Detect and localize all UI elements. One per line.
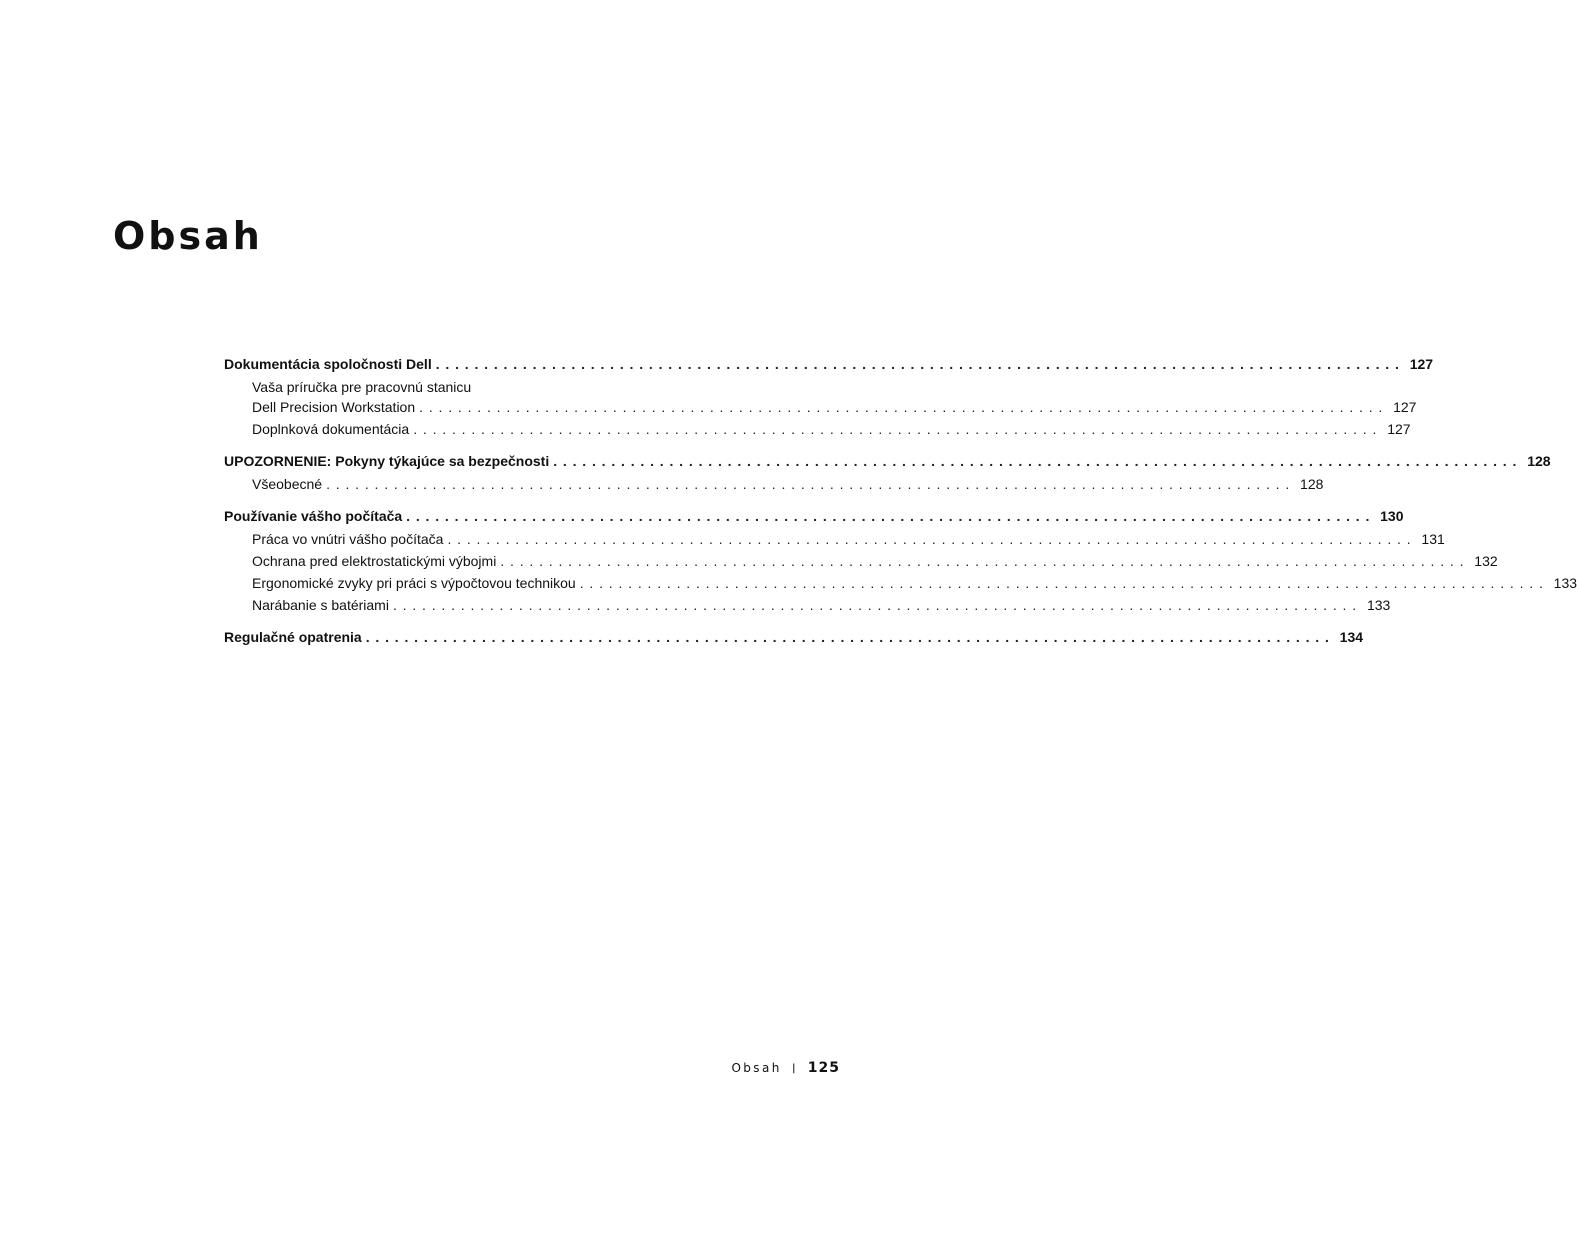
toc-entry-page: 134: [1339, 629, 1364, 645]
toc-entry-page: 127: [1409, 356, 1434, 372]
toc-entry-workstation-guide[interactable]: [224, 377, 1417, 417]
dot-leader: ....................................................................................................: [419, 399, 1389, 415]
toc-entry-regulatory-notices[interactable]: [224, 627, 1364, 647]
toc-entry-battery-handling[interactable]: [224, 595, 1391, 615]
dot-leader: ....................................................................................................: [579, 575, 1549, 591]
toc-entry-additional-documentation[interactable]: [224, 419, 1411, 439]
dot-leader: ....................................................................................................: [435, 356, 1405, 372]
toc-entry-page: 128: [1300, 476, 1324, 492]
toc-entry-page: 127: [1387, 421, 1411, 437]
toc-entry-using-computer[interactable]: [224, 506, 1404, 526]
toc-entry-page: 128: [1527, 453, 1551, 469]
toc-entry-page: 132: [1474, 553, 1498, 569]
dot-leader: ....................................................................................................: [365, 629, 1335, 645]
dot-leader: ....................................................................................................: [553, 453, 1523, 469]
toc-entry-ergonomic-habits[interactable]: [224, 573, 1577, 593]
dot-leader: ....................................................................................................: [392, 597, 1362, 613]
toc-entry-title: Ergonomické zvyky pri práci s výpočtovou technikou: [252, 575, 576, 591]
toc-entry-page: 127: [1393, 399, 1417, 415]
toc-entry-general[interactable]: [224, 474, 1324, 494]
toc-entry-page: 130: [1380, 508, 1404, 524]
toc-entry-title: Všeobecné: [252, 476, 323, 492]
dot-leader: ....................................................................................................: [326, 476, 1296, 492]
page-title: Obsah: [113, 214, 263, 258]
toc-entry-title: Doplnková dokumentácia: [252, 421, 410, 437]
toc-entry-page: 133: [1366, 597, 1391, 613]
footer-section-label: Obsah: [731, 1061, 782, 1075]
toc-entry-page: 133: [1553, 575, 1577, 591]
toc-entry-esd-protection[interactable]: [224, 551, 1498, 571]
footer-separator: |: [791, 1062, 796, 1074]
toc-entry-title: Regulačné opatrenia: [224, 629, 362, 645]
page-footer: [731, 1060, 840, 1076]
dot-leader: ....................................................................................................: [406, 508, 1376, 524]
toc-entry-page: 131: [1421, 531, 1445, 547]
toc-entry-title: Dokumentácia spoločnosti Dell: [224, 356, 432, 372]
toc-entry-title: UPOZORNENIE: Pokyny týkajúce sa bezpečnosti: [224, 453, 550, 469]
dot-leader: ....................................................................................................: [500, 553, 1470, 569]
toc-entry-title: Ochrana pred elektrostatickými výbojmi: [252, 553, 497, 569]
toc-entry-title: Dell Precision Workstation: [252, 399, 416, 415]
table-of-contents: [224, 354, 1577, 650]
toc-entry-dell-documentation[interactable]: [224, 354, 1434, 374]
toc-entry-title-line1: Vaša príručka pre pracovnú stanicu: [252, 379, 472, 395]
dot-leader: ....................................................................................................: [413, 421, 1383, 437]
dot-leader: ....................................................................................................: [447, 531, 1417, 547]
toc-entry-title: Práca vo vnútri vášho počítača: [252, 531, 444, 547]
footer-page-number: 125: [807, 1060, 840, 1076]
toc-entry-safety-instructions[interactable]: [224, 451, 1551, 471]
toc-entry-title: Narábanie s batériami: [252, 597, 389, 613]
toc-entry-title: Používanie vášho počítača: [224, 508, 403, 524]
toc-entry-working-inside[interactable]: [224, 529, 1445, 549]
